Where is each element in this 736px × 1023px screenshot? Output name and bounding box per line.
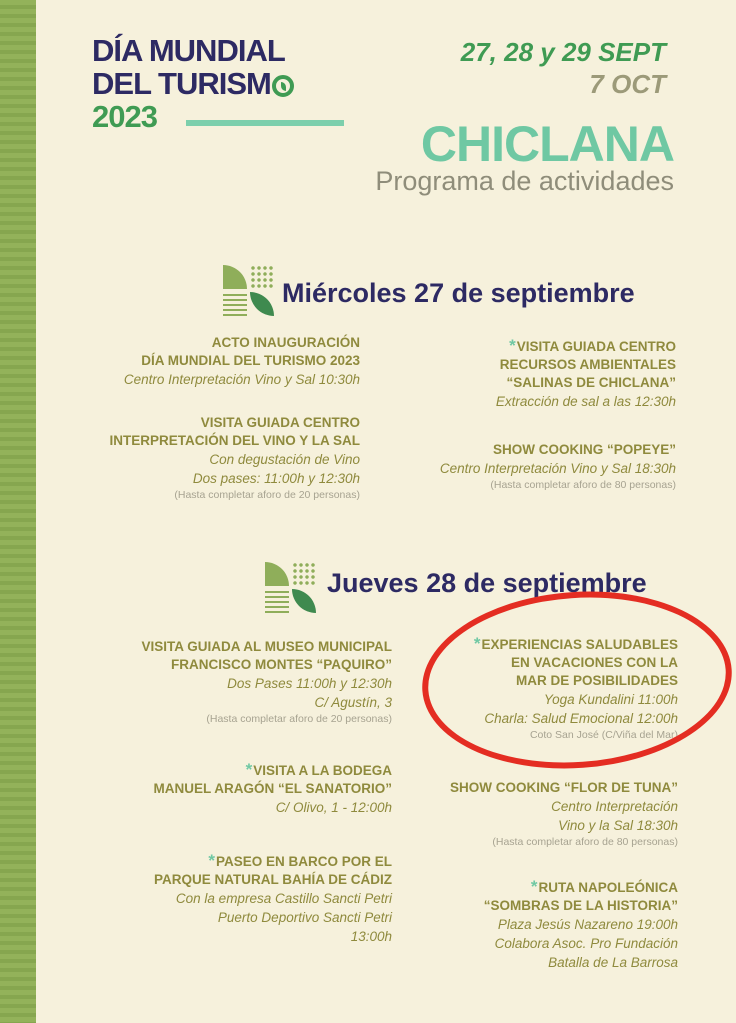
event-item [92, 852, 392, 946]
event-title: VISITA GUIADA CENTRO [200, 415, 360, 430]
event-detail: Centro Interpretación [551, 799, 678, 814]
event-title: EN VACACIONES CON LA [510, 655, 678, 670]
event-detail: 13:00h [350, 929, 392, 944]
event-detail: Plaza Jesús Nazareno 19:00h [497, 917, 678, 932]
event-detail: Con degustación de Vino [209, 452, 360, 467]
event-title: *EXPERIENCIAS SALUDABLES [473, 634, 678, 653]
event-detail: Vino y la Sal 18:30h [558, 818, 678, 833]
event-note: (Hasta completar aforo de 80 personas) [490, 479, 676, 491]
event-title: SHOW COOKING “FLOR DE TUNA” [450, 780, 678, 795]
event-title: “SALINAS DE CHICLANA” [506, 375, 676, 390]
event-detail: Yoga Kundalini 11:00h [543, 692, 678, 707]
red-highlight-circle [416, 581, 736, 778]
event-note: (Hasta completar aforo de 20 personas) [174, 489, 360, 501]
event-detail: C/ Agustín, 3 [314, 695, 392, 710]
event-title: FRANCISCO MONTES “PAQUIRO” [170, 657, 392, 672]
event-detail: Con la empresa Castillo Sancti Petri [175, 891, 392, 906]
event-item [376, 337, 676, 411]
event-title: *PASEO EN BARCO POR EL [208, 851, 392, 870]
event-title: “SOMBRAS DE LA HISTORIA” [483, 898, 678, 913]
event-logo [92, 34, 294, 133]
day2-title: Jueves 28 de septiembre [327, 568, 647, 598]
event-title: *VISITA A LA BODEGA [245, 760, 392, 779]
event-title: VISITA GUIADA AL MUSEO MUNICIPAL [141, 639, 392, 654]
logo-line-2: DEL TURISM [92, 66, 271, 101]
event-item [60, 334, 360, 389]
day1-title: Miércoles 27 de septiembre [282, 278, 635, 308]
dates-line-2: 7 OCT [589, 69, 666, 99]
day-pattern-icon [223, 265, 275, 317]
event-item [92, 761, 392, 817]
event-title: ACTO INAUGURACIÓN [211, 335, 360, 350]
asterisk-icon: * [473, 634, 481, 653]
event-title: *VISITA GUIADA CENTRO [509, 336, 676, 355]
event-detail: Centro Interpretación Vino y Sal 10:30h [123, 372, 360, 387]
event-title: *RUTA NAPOLEÓNICA [530, 877, 678, 896]
event-item [378, 779, 678, 850]
logo-line-1: DÍA MUNDIAL [92, 33, 285, 68]
event-title: DÍA MUNDIAL DEL TURISMO 2023 [141, 353, 360, 368]
event-detail: C/ Olivo, 1 - 12:00h [275, 800, 392, 815]
green-side-stripe [0, 0, 36, 1023]
event-note: Coto San José (C/Viña del Mar) [529, 729, 678, 741]
event-detail: Dos pases: 11:00h y 12:30h [192, 471, 360, 486]
event-detail: Centro Interpretación Vino y Sal 18:30h [439, 461, 676, 476]
event-item [92, 638, 392, 727]
event-note: (Hasta completar aforo de 80 personas) [492, 836, 678, 848]
event-detail: Puerto Deportivo Sancti Petri [217, 910, 392, 925]
event-detail: Batalla de La Barrosa [548, 955, 678, 970]
dates-line-1: 27, 28 y 29 SEPT [460, 37, 666, 67]
event-detail: Extracción de sal a las 12:30h [495, 394, 676, 409]
event-title: RECURSOS AMBIENTALES [499, 357, 676, 372]
leaf-o-icon [272, 75, 294, 97]
event-item [378, 878, 678, 972]
event-item [60, 414, 360, 503]
logo-year: 2023 [92, 99, 157, 134]
event-detail: Dos Pases 11:00h y 12:30h [227, 676, 392, 691]
event-detail: Colabora Asoc. Pro Fundación [494, 936, 678, 951]
day-pattern-icon [265, 562, 317, 614]
event-title: PARQUE NATURAL BAHÍA DE CÁDIZ [154, 872, 392, 887]
event-note: (Hasta completar aforo de 20 personas) [206, 713, 392, 725]
asterisk-icon: * [245, 760, 253, 779]
event-title: MANUEL ARAGÓN “EL SANATORIO” [153, 781, 392, 796]
event-dates [461, 36, 666, 100]
event-title: INTERPRETACIÓN DEL VINO Y LA SAL [109, 433, 360, 448]
asterisk-icon: * [509, 336, 516, 355]
program-subtitle: Programa de actividades [375, 166, 674, 196]
event-title: MAR DE POSIBILIDADES [515, 673, 678, 688]
asterisk-icon: * [208, 851, 215, 870]
event-title: SHOW COOKING “POPEYE” [492, 442, 676, 457]
event-detail: Charla: Salud Emocional 12:00h [484, 711, 678, 726]
city-title: CHICLANA [420, 116, 674, 172]
logo-underline [186, 120, 344, 126]
asterisk-icon: * [530, 877, 538, 896]
event-item [376, 441, 676, 493]
